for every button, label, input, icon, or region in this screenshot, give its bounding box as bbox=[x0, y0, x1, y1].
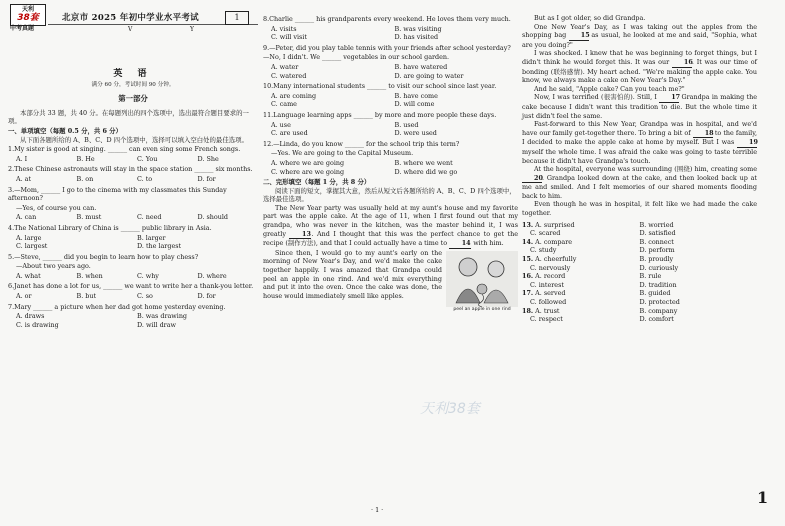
question-7: 7.Mary ______ a picture when her dad got home yesterday evening. A. draws B. was drawing C. is drawing D. will draw bbox=[8, 302, 226, 329]
section1-title: 一、单项填空（每题 0.5 分，共 6 分） bbox=[8, 126, 122, 135]
publisher-logo: 天利 38套 bbox=[10, 4, 46, 26]
question-5: 5.—Steve, ______ did you begin to learn how to play chess? —About two years ago. A. what B. when C. why D. where bbox=[8, 252, 227, 280]
apple-peel-illustration bbox=[446, 251, 518, 315]
header-mark-y: Y bbox=[190, 26, 194, 33]
question-8: 8.Charlie ______ his grandparents every weekend. He loves them very much. A. visits B. was visiting C. will visit D. has visited bbox=[263, 15, 511, 42]
exam-tag: 中考真题 bbox=[10, 25, 35, 32]
score-line: 满分 60 分，考试时间 90 分钟。 bbox=[91, 81, 175, 88]
header-mark-v: V bbox=[128, 26, 133, 33]
section2-title: 二、完形填空（每题 1 分，共 8 分） bbox=[263, 178, 371, 187]
question-3: 3.—Mom, ______ I go to the cinema with my classmates this Sunday afternoon? —Yes, of course you can. A. can B. must C. need D. should bbox=[8, 185, 228, 222]
question-1: 1.My sister is good at singing. ______ can even sing some French songs. A. I B. He C. You D. She bbox=[8, 145, 241, 163]
column-left bbox=[8, 0, 258, 331]
exam-header bbox=[8, 0, 258, 44]
page-box: 1 bbox=[225, 11, 249, 25]
passage-paragraph-2: Since then, I would go to my aunt's early on the morning of New Year's Day, and we'd make the cake together happily. I was amazed that Grandpa could peel an apple in one rind. And we'd mix everything and put it into the oven. Once the cake was done, the house would immediately smell like apples. bbox=[263, 248, 442, 300]
question-6: 6.Janet has done a lot for us, ______ we want to write her a thank-you letter. A. or B. but C. so D. for bbox=[8, 282, 254, 301]
question-11: 11.Language learning apps ______ by more and more people these days. A. use B. used C. are used D. were used bbox=[263, 110, 497, 138]
question-4: 4.The National Library of China is ______ public library in Asia. A. large B. larger C. largest D. the largest bbox=[8, 223, 212, 251]
passage-paragraph-1: The New Year party was usually held at my aunt's house and my favorite part was the apple cake. At the age of 11, when I first found out that my grandpa, who was never in the kitchen, was the master behind it, I was greatly 13. And I thought that this was the perfect chance to get the recipe (制作方法), and that I could actually have a time to 14 with him. bbox=[263, 203, 518, 248]
cloze-item-13: 13. A. surprised B. worried C. scared D. satisfied bbox=[522, 220, 676, 238]
passage-paragraph-7: Now, I was terrified (很害怕的). Still, I 17 Grandpa in making the cake because I didn't want this tradition to die. But the whole time it just didn't feel the same. bbox=[522, 93, 757, 120]
passage-paragraph-6: And he said, "Apple cake? Can you teach me?" bbox=[534, 84, 685, 93]
cloze-item-17: 17. A. served B. guided C. followed D. protected bbox=[522, 289, 680, 306]
passage-paragraph-10: Even though he was in hospital, it felt like we had made the cake together. bbox=[522, 200, 757, 218]
cloze-item-16: 16. A. record B. rule C. interest D. tradition bbox=[522, 272, 677, 289]
question-9: 9.—Peter, did you play table tennis with your friends after school yesterday? —No, I didn't. We ______ vegetables in our school garden. A. water B. have watered C. watered D. are going to water bbox=[263, 43, 511, 80]
exam-title: 北京市 2025 年初中学业水平考试 bbox=[62, 13, 199, 23]
cloze-item-14: 14. A. compare B. connect C. study D. perform bbox=[522, 237, 675, 255]
section1-instruction: 从下面各题所给的 A、B、C、D 四个选项中，选择可以填入空白处的最佳选项。 bbox=[20, 135, 248, 144]
question-10: 10.Many international students ______ to visit our school since last year. A. are coming B. have come C. came D. will come bbox=[263, 82, 497, 109]
corner-page-number: 1 bbox=[757, 488, 769, 507]
question-12: 12.—Linda, do you know ______ for the school trip this term? —Yes. We are going to the Capital Museum. A. where we are going B. where we went C. where are we going D. where did we go bbox=[263, 139, 460, 176]
part-one-heading: 第一部分 bbox=[118, 94, 148, 104]
watermark: 天利38套 bbox=[420, 401, 480, 417]
subject-title: 英 语 bbox=[113, 69, 153, 79]
cloze-item-15: 15. A. cheerfully B. proudly C. nervously D. curiously bbox=[522, 255, 679, 272]
column-middle bbox=[263, 14, 518, 317]
part-intro: 本部分共 33 题，共 40 分。在每题列出的四个选项中，选出最符合题目要求的一项。 bbox=[8, 108, 249, 126]
cloze-item-18: 18. A. trust B. company C. respect D. comfort bbox=[522, 306, 678, 324]
cloze-options bbox=[522, 221, 757, 324]
page-number: · 1 · bbox=[371, 506, 384, 514]
section2-instruction: 阅读下面的短文，掌握其大意，然后从短文后各题所给的 A、B、C、D 四个选项中，选择最佳选项。 bbox=[263, 186, 516, 204]
passage-paragraph-9: At the hospital, everyone was surrounding (围绕) him, creating some 20. Grandpa looked down at the cake, and then looked back up at me and smiled. And I felt memories of our shared moments flooding back to him. bbox=[522, 165, 757, 200]
passage-paragraph-5: I was shocked. I knew that he was beginning to forget things, but I didn't think he would forget this. It was our 16. It was our time of bonding (联络感情). My heart ached. "We're making the apple cake. You know, we always make a cake on New Year's Day." bbox=[522, 49, 757, 85]
column-right bbox=[522, 14, 757, 324]
passage-paragraph-3: But as I got older, so did Grandpa. bbox=[534, 14, 646, 22]
passage-paragraph-8: Fast-forward to this New Year, Grandpa was in hospital, and we'd have our family get-together there. To bring a bit of 18 to the family, I decided to make the apple cake at home by myself. But I was 19 myself the whole time. I was afraid the cake was going to taste terrible because it didn't have Grandpa's touch. bbox=[522, 120, 758, 165]
grandpa-peeling-icon bbox=[446, 251, 518, 307]
figure-caption: peel an apple in one rind bbox=[453, 307, 511, 313]
passage-paragraph-4: One New Year's Day, as I was taking out the apples from the shopping bag 15 as usual, he looked at me and said, "Sophia, what are you doing?" bbox=[522, 22, 757, 49]
question-2: 2.These Chinese astronauts will stay in the space station ______ six months. A. at B. on C. to D. for bbox=[8, 165, 253, 183]
